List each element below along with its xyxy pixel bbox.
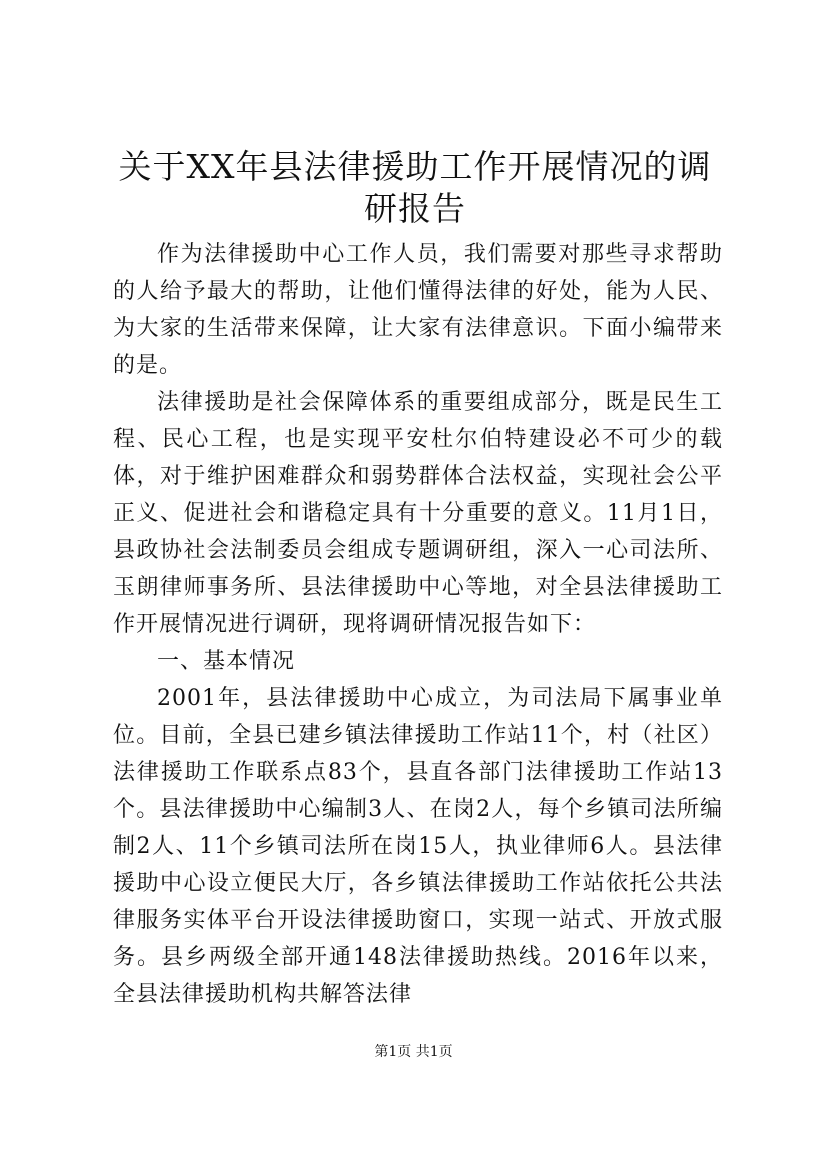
page-number-footer: 第1页 共1页 [374, 1044, 453, 1060]
document-title: 关于XX年县法律援助工作开展情况的调研报告 [118, 147, 712, 228]
document-body [113, 236, 723, 1013]
section-heading: 一、基本情况 [157, 649, 296, 674]
basic-situation-paragraph: 2001年，县法律援助中心成立，为司法局下属事业单位。目前，全县已建乡镇法律援助工作站11个，村（社区）法律援助工作联系点83个，县直各部门法律援助工作站13个。县法律援助中心编制3人、在岗2人，每个乡镇司法所编制2人、11个乡镇司法所在岗15人，执业律师6人。县法律援助中心设立便民大厅，各乡镇法律援助工作站依托公共法律服务实体平台开设法律援助窗口，实现一站式、开放式服务。县乡两级全部开通148法律援助热线。2016年以来，全县法律援助机构共解答法律 [113, 686, 723, 1007]
intro-paragraph: 作为法律援助中心工作人员，我们需要对那些寻求帮助的人给予最大的帮助，让他们懂得法律的好处，能为人民、为大家的生活带来保障，让大家有法律意识。下面小编带来的是。 [113, 242, 723, 378]
background-paragraph: 法律援助是社会保障体系的重要组成部分，既是民生工程、民心工程，也是实现平安杜尔伯特建设必不可少的载体，对于维护困难群众和弱势群体合法权益，实现社会公平正义、促进社会和谐稳定具有十分重要的意义。11月1日，县政协社会法制委员会组成专题调研组，深入一心司法所、玉朗律师事务所、县法律援助中心等地，对全县法律援助工作开展情况进行调研，现将调研情况报告如下： [113, 390, 723, 637]
